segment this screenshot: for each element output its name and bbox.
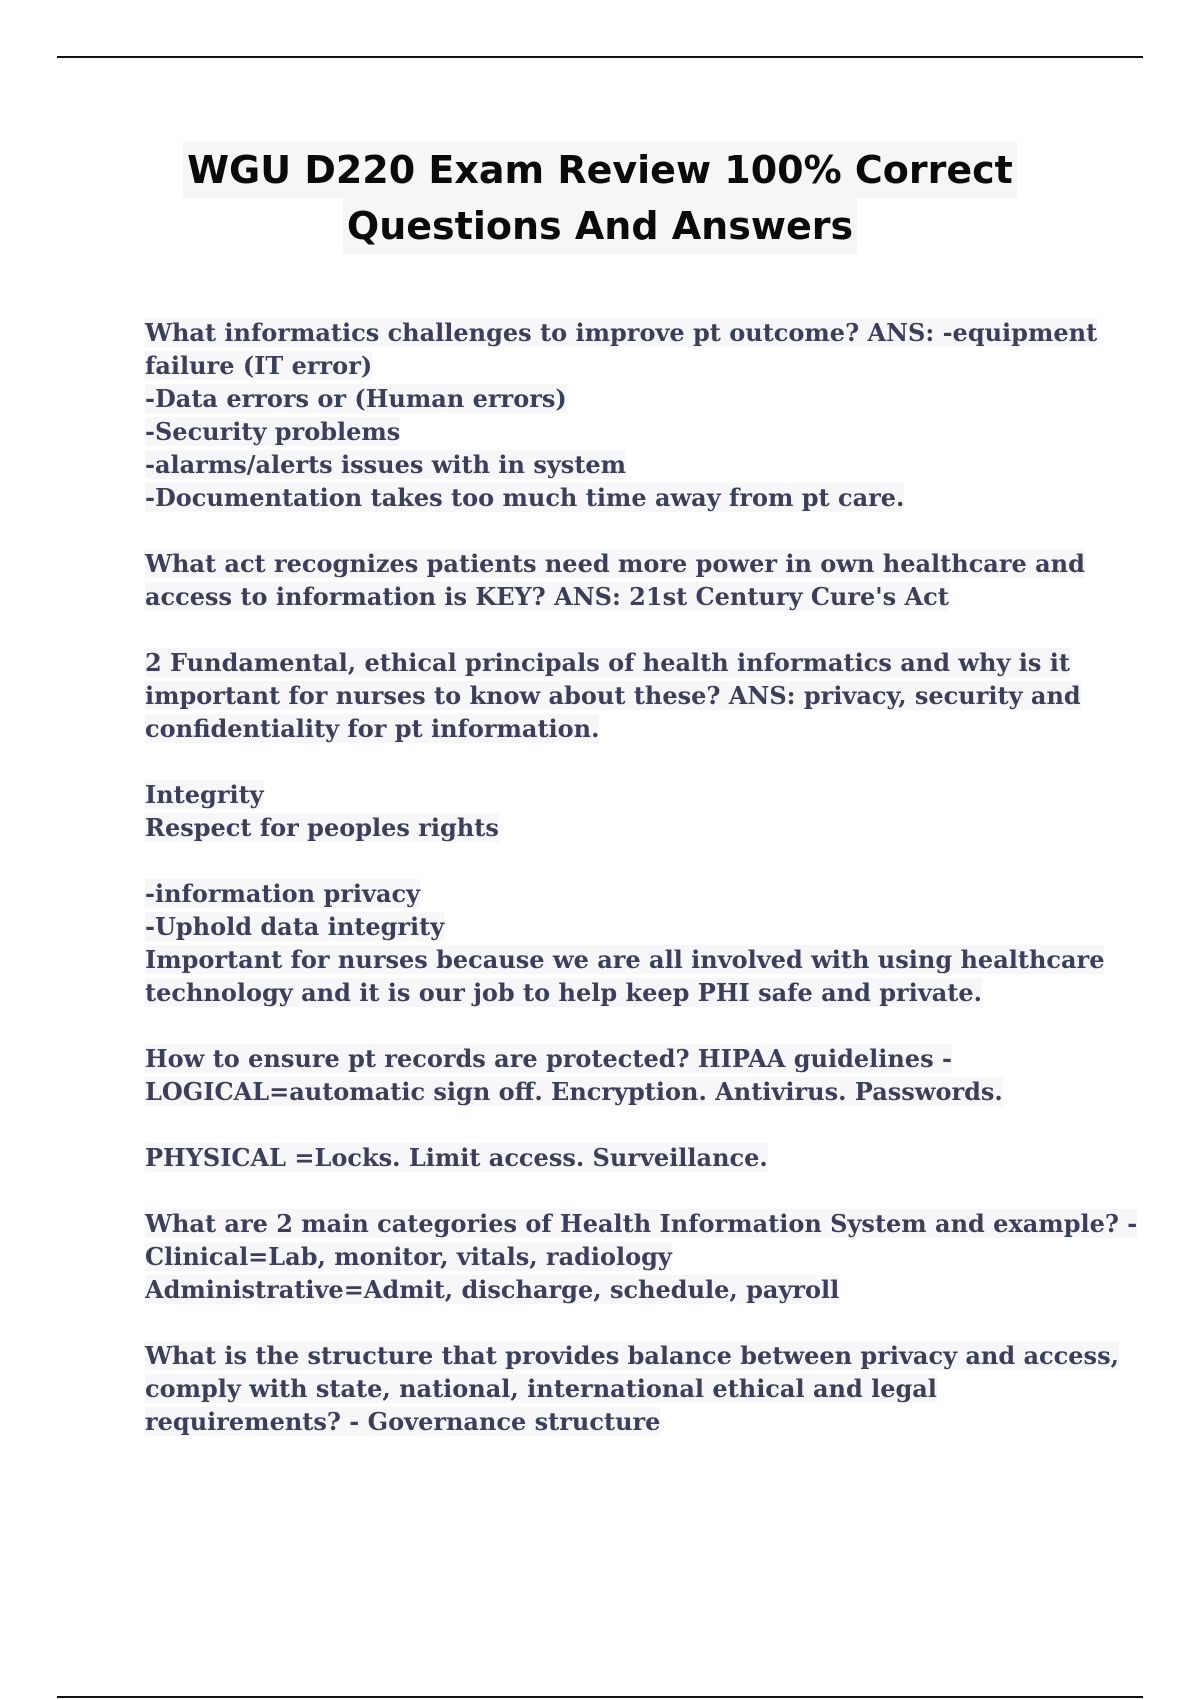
- text-line: confidentiality for pt information.: [145, 714, 600, 743]
- qa-block-8: [145, 1207, 1138, 1306]
- qa-block-1: [145, 316, 1105, 514]
- text-line: -Security problems: [145, 417, 401, 446]
- text-line: important for nurses to know about these? ANS: privacy, security and: [145, 681, 1081, 710]
- title-line-2: Questions And Answers: [343, 198, 857, 254]
- text-line: 2 Fundamental, ethical principals of health informatics and why is it: [145, 648, 1070, 677]
- text-line: What act recognizes patients need more power in own healthcare and: [145, 549, 1085, 578]
- text-line: -Uphold data integrity: [145, 912, 445, 941]
- text-line: What are 2 main categories of Health Information System and example? -: [145, 1209, 1138, 1238]
- text-line: comply with state, national, international ethical and legal: [145, 1374, 937, 1403]
- text-line: -Data errors or (Human errors): [145, 384, 567, 413]
- text-line: Administrative=Admit, discharge, schedule, payroll: [145, 1275, 840, 1304]
- page-title: [0, 142, 1200, 254]
- qa-block-7: [145, 1141, 1105, 1174]
- text-line: access to information is KEY? ANS: 21st Century Cure's Act: [145, 582, 949, 611]
- qa-block-6: [145, 1042, 1105, 1108]
- text-line: requirements? - Governance structure: [145, 1407, 661, 1436]
- document-body: [145, 316, 1138, 1471]
- text-line: technology and it is our job to help keep PHI safe and private.: [145, 978, 982, 1007]
- title-line-1: WGU D220 Exam Review 100% Correct: [183, 142, 1017, 198]
- qa-block-9: [145, 1339, 1119, 1438]
- qa-block-5: [145, 877, 1105, 1009]
- text-line: Important for nurses because we are all involved with using healthcare: [145, 945, 1105, 974]
- text-line: failure (IT error): [145, 351, 373, 380]
- top-rule: [57, 56, 1143, 58]
- text-line: What is the structure that provides balance between privacy and access,: [145, 1341, 1119, 1370]
- qa-block-2: [145, 547, 1105, 613]
- text-line: -Documentation takes too much time away from pt care.: [145, 483, 905, 512]
- text-line: PHYSICAL =Locks. Limit access. Surveillance.: [145, 1143, 768, 1172]
- text-line: Integrity: [145, 780, 264, 809]
- text-line: Respect for peoples rights: [145, 813, 499, 842]
- text-line: How to ensure pt records are protected? HIPAA guidelines -: [145, 1044, 952, 1073]
- bottom-rule: [57, 1696, 1143, 1698]
- text-line: -alarms/alerts issues with in system: [145, 450, 627, 479]
- qa-block-4: [145, 778, 1105, 844]
- text-line: Clinical=Lab, monitor, vitals, radiology: [145, 1242, 672, 1271]
- text-line: What informatics challenges to improve pt outcome? ANS: -equipment: [145, 318, 1098, 347]
- qa-block-3: [145, 646, 1105, 745]
- text-line: -information privacy: [145, 879, 421, 908]
- text-line: LOGICAL=automatic sign off. Encryption. Antivirus. Passwords.: [145, 1077, 1003, 1106]
